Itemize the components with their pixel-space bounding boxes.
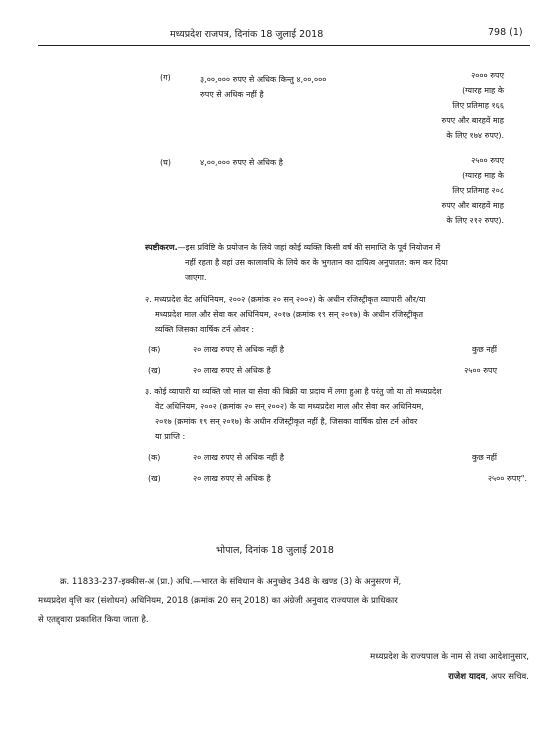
entry-text-line: या प्राप्ति : [155, 432, 186, 441]
slab-marker: (घ) [160, 158, 171, 167]
order-line: मध्यप्रदेश के राज्यपाल के नाम से तथा आदेशानुसार, [370, 652, 529, 662]
row-amount: २५०० रुपए [464, 366, 497, 375]
row-amount: २५०० रुपए". [487, 474, 527, 483]
row-marker: (क) [148, 345, 161, 354]
notice-paragraph [38, 573, 530, 630]
notice-text-line: मध्यप्रदेश वृत्ति कर (संशोधन) अधिनियम, 2018 (क्रमांक 20 सन् 2018) का अंग्रेजी अनुवाद राज्यपाल के प्राधिकार [38, 596, 398, 606]
notice-place-date: भोपाल, दिनांक 18 जुलाई 2018 [216, 545, 334, 556]
row-amount: कुछ नहीं [471, 453, 497, 462]
slab-amount-line: २५०० रुपए [471, 156, 504, 165]
slab-description [200, 72, 326, 102]
slab-marker: (ग) [160, 73, 171, 82]
row-description: २० लाख रुपए से अधिक नहीं है [193, 453, 285, 462]
slab-amount-line: (ग्यारह माह के [462, 86, 504, 95]
entry-2-heading [145, 292, 426, 337]
explanation-label: स्पष्टीकरण. [145, 243, 178, 252]
explanation-text: नहीं रहता है वहां उस कालावधि के लिये कर के भुगतान का दायित्व अनुपातत: कम कर दिया [185, 258, 448, 267]
entry-text-line: मध्यप्रदेश माल और सेवा कर अधिनियम, २०१७ (क्रमांक १९ सन् २०१७) के अधीन रजिस्ट्रीकृत [155, 310, 424, 319]
row-marker: (ख) [148, 366, 161, 375]
slab-amount-line: के लिए २१२ रुपए). [446, 216, 504, 225]
slab-amount [441, 68, 504, 143]
page-number: 798 (1) [488, 27, 523, 38]
header-rule [38, 45, 530, 46]
row-description: २० लाख रुपए से अधिक है [193, 366, 271, 375]
row-marker: (क) [148, 453, 161, 462]
signatory-title: , अपर सचिव. [485, 672, 529, 682]
explanation-text: —इस प्रविष्टि के प्रयोजन के लिये जहां कोई व्यक्ति किसी वर्ष की समाप्ति के पूर्व नियोजन में [177, 243, 441, 252]
entry-3-heading [145, 384, 442, 444]
explanation-paragraph [145, 240, 448, 285]
slab-amount-line: २००० रुपए [471, 71, 504, 80]
slab-description-line: रुपए से अधिक नहीं है [200, 90, 264, 99]
slab-amount-line: के लिए १७४ रुपए). [446, 131, 504, 140]
row-description: २० लाख रुपए से अधिक है [193, 474, 271, 483]
signatory-name: राजेश यादव [448, 672, 486, 682]
slab-amount-line: रुपए और बारहवें माह [441, 201, 504, 210]
entry-text-line: २. मध्यप्रदेश वेट अधिनियम, २००२ (क्रमांक २० सन् २००२) के अधीन रजिस्ट्रीकृत व्यापारी और/या [145, 295, 426, 304]
notice-text-line: से एतद्द्वारा प्रकाशित किया जाता है. [38, 615, 149, 625]
slab-amount-line: लिए प्रतिमाह १६६ [452, 101, 504, 110]
gazette-header-title: मध्यप्रदेश राजपत्र, दिनांक 18 जुलाई 2018 [170, 29, 324, 40]
entry-text-line: वेट अधिनियम, २००२ (क्रमांक २० सन् २००२) के या मध्यप्रदेश माल और सेवा कर अधिनियम, [155, 402, 424, 411]
entry-text-line: २०१७ (क्रमांक १९ सन् २०१७) के अधीन रजिस्ट्रीकृत नहीं है, जिसका वार्षिक ग्रोस टर्न ओवर [155, 417, 418, 426]
row-marker: (ख) [148, 474, 161, 483]
slab-description-line: ३,००,००० रुपए से अधिक किन्तु ४,००,००० [200, 75, 327, 84]
notice-text-line: क्र. 11833-237-इक्कीस-अ (प्रा.) अधि.—भारत के संविधान के अनुच्छेद 348 के खण्ड (3) के अनुसरण में, [60, 577, 402, 587]
slab-amount-line: (ग्यारह माह के [462, 171, 504, 180]
entry-text-line: ३. कोई व्यापारी या व्यक्ति जो माल या सेवा की बिक्री या प्रदाय में लगा हुआ है परंतु जो या तो मध्यप्रदेश [145, 387, 442, 396]
row-amount: कुछ नहीं [471, 345, 497, 354]
signature-block [448, 671, 529, 682]
slab-amount-line: लिए प्रतिमाह २०८ [452, 186, 504, 195]
slab-amount [441, 153, 504, 228]
row-description: २० लाख रुपए से अधिक नहीं है [193, 345, 285, 354]
explanation-text: जाएगा. [185, 273, 207, 282]
slab-amount-line: रुपए और बारहवें माह [441, 116, 504, 125]
slab-description-line: ४,००,००० रुपए से अधिक है [200, 158, 283, 167]
entry-text-line: व्यक्ति जिसका वार्षिक टर्न ओवर : [155, 325, 255, 334]
